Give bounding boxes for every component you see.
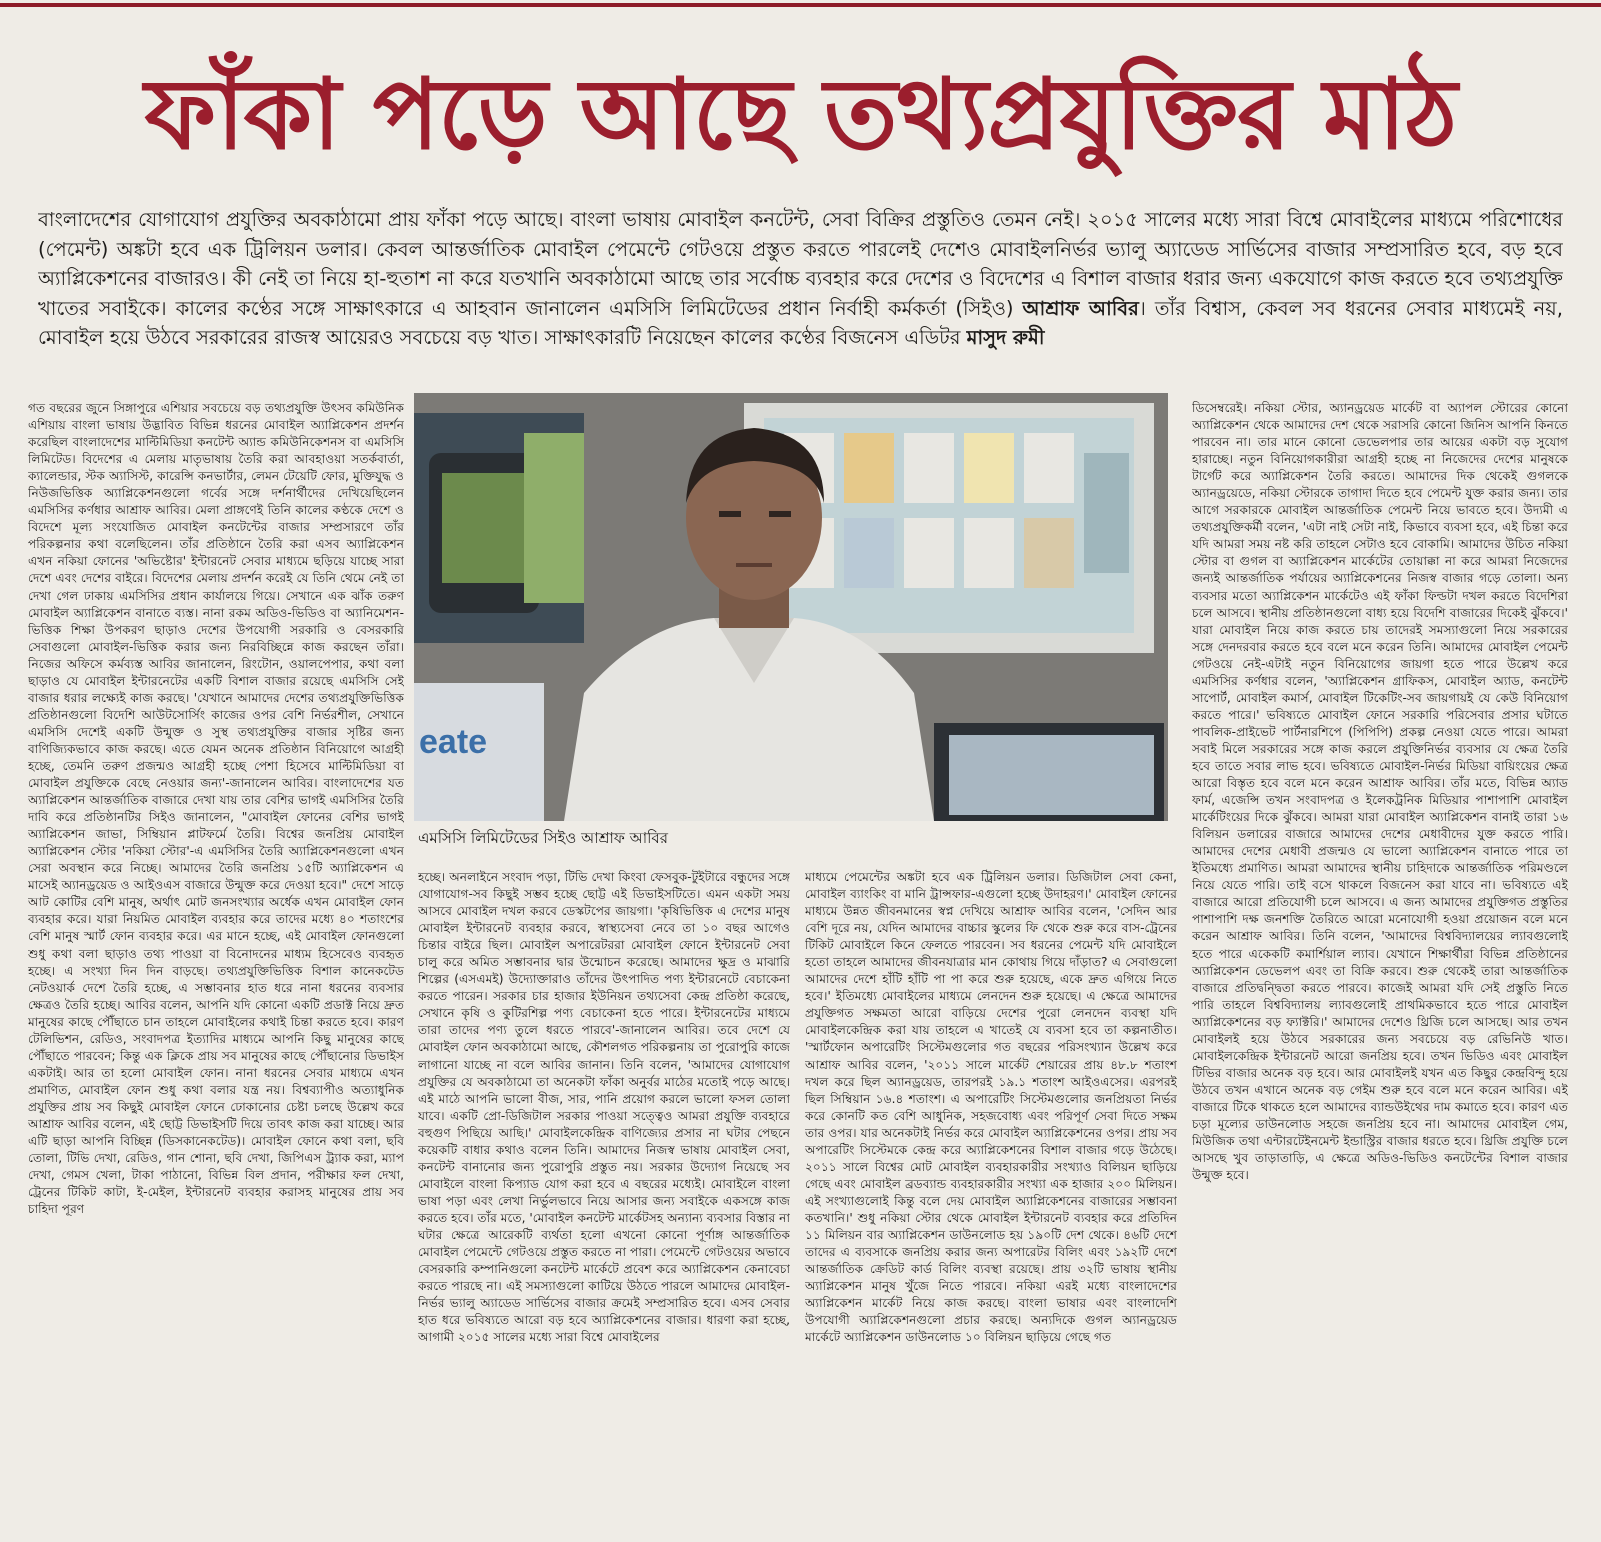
intro-name-a: আশ্রাফ আবির [1022, 296, 1139, 320]
article-column-3 [805, 869, 1177, 1535]
column-3-text: মাধ্যমে পেমেন্টের অঙ্কটা হবে এক ট্রিলিয়ন ডলার। ডিজিটাল সেবা কেনা, মোবাইল ব্যাংকিং বা মানি ট্রান্সফার-এগুলো হচ্ছে উদাহরণ।' মোবাইল ফোনের মাধ্যমে উন্নত জীবনমানের স্বপ্ন দেখিয়ে আশ্রাফ আবির বলেন, 'সেদিন আর বেশি দূরে নয়, যেদিন আমাদের বাচ্চার স্কুলের ফি থেকে শুরু করে বাস-ট্রেনের টিকিট মোবাইলে কিনে ফেলতে পারবেন। সব ধরনের পেমেন্ট যদি মোবাইলে হতো তাহলে আমাদের জীবনযাত্রার মান কোথায় গিয়ে দাঁড়াত? এ সেবাগুলো আমাদের দেশে হাঁটি হাঁটি পা পা করে শুরু হয়েছে, একে দ্রুত এগিয়ে নিতে হবে।' ইতিমধ্যে মোবাইলের মাধ্যমে লেনদেন শুরু হয়েছে। এ ক্ষেত্রে আমাদের প্রযুক্তিগত সক্ষমতা আরো বাড়িয়ে দেশের পুরো লেনদেন ব্যবস্থা যদি মোবাইলকেন্দ্রিক করা যায় তাহলে এ খাতেই যে ব্যবসা হবে তা কল্পনাতীত। 'স্মার্টফোন অপারেটিং সিস্টেমগুলোর গত বছরের পরিসংখ্যান উল্লেখ করে আশ্রাফ আবির বলেন, '২০১১ সালে মার্কেট শেয়ারের প্রায় ৪৮.৮ শতাংশ দখল করে ছিল অ্যানড্রয়েড, তারপরই ১৯.১ শতাংশ আইওএসের। এরপরই ছিল সিম্বিয়ান ১৬.৪ শতাংশ। এ অপারেটিং সিস্টেমগুলোর জনপ্রিয়তা নির্ভর করে কোনটি কত বেশি আধুনিক, সহজবোধ্য এবং পরিপূর্ণ সেবা দিতে সক্ষম তার ওপর। যার অনেকটাই নির্ভর করে মোবাইল অ্যাপ্লিকেশনের ওপর। প্রায় সব অপারেটিং সিস্টেমকে কেন্দ্র করে অ্যাপ্লিকেশনের বিশাল বাজার গড়ে উঠেছে। ২০১১ সালে বিশ্বের মোট মোবাইল ব্যবহারকারীর সংখ্যাও বিলিয়ন ছাড়িয়ে গেছে এবং মোবাইল ব্রডব্যান্ড ব্যবহারকারীর সংখ্যা এক হাজার ২০০ মিলিয়ন। এই সংখ্যাগুলোই কিন্তু বলে দেয় মোবাইল অ্যাপ্লিকেশনের বাজারের সম্ভাবনা কতখানি।' শুধু নকিয়া স্টোর থেকে মোবাইল ইন্টারনেট ব্যবহার করে প্রতিদিন ১১ মিলিয়ন বার অ্যাপ্লিকেশন ডাউনলোড হয় ১৯০টি দেশ থেকে। ৪৬টি দেশে তাদের এ ব্যবসাকে জনপ্রিয় করার জন্য অপারেটর বিলিং এবং ১৯২টি দেশে আন্তর্জাতিক ক্রেডিট কার্ড বিলিং ব্যবস্থা রয়েছে। প্রায় ৩২টি ভাষায় স্থানীয় অ্যাপ্লিকেশন মানুষ খুঁজে নিতে পারবে। নকিয়া এরই মধ্যে বাংলাদেশের অ্যাপ্লিকেশন মার্কেট নিয়ে কাজ করছে। বাংলা ভাষার এবং বাংলাদেশি উপযোগী অ্যাপ্লিকেশনগুলো প্রচার করছে। অন্যদিকে গুগল অ্যানড্রয়েড মার্কেটে অ্যাপ্লিকেশন ডাউনলোড ১০ বিলিয়ন ছাড়িয়ে গেছে গত [805, 870, 1177, 1345]
svg-text:eate: eate [419, 723, 488, 761]
article-headline: ফাঁকা পড়ে আছে তথ্যপ্রযুক্তির মাঠ [144, 58, 1457, 172]
top-rule [0, 3, 1601, 7]
article-column-1 [28, 400, 404, 1535]
intro-name-b: মাসুদ রুমী [966, 326, 1045, 349]
article-column-2 [418, 869, 790, 1535]
article-intro [38, 205, 1563, 385]
photo-caption: এমসিসি লিমিটেডের সিইও আশ্রাফ আবির [418, 829, 668, 847]
column-1-text: গত বছরের জুনে সিঙ্গাপুরে এশিয়ার সবচেয়ে বড় তথ্যপ্রযুক্তি উৎসব কমিউনিক এশিয়ায় বাংলা ভাষায় উদ্ভাবিত বিভিন্ন ধরনের মোবাইল অ্যাপ্লিকেশন প্রদর্শন করেছিল বাংলাদেশের মাল্টিমিডিয়া কনটেন্ট অ্যান্ড কমিউনিকেশনস বা এমসিসি লিমিটেড। বিদেশের এ মেলায় মাতৃভাষায় তৈরি করা আবহাওয়া সতর্কবার্তা, ক্যালেন্ডার, স্টক অ্যাসিস্ট, কারেন্সি কনভার্টার, লেমন টেয়েটি ফোর, মুক্তিযুদ্ধ ও নিউজভিত্তিক অ্যাপ্লিকেশনগুলো গর্বের সঙ্গে দর্শনার্থীদের দেখিয়েছিলেন এমসিসির কর্ণধার আশ্রাফ আবির। মেলা প্রাঙ্গণেই তিনি কালের কণ্ঠকে দেশে ও বিদেশে মূল্য সংযোজিত মোবাইল কনটেন্টের বাজার সম্প্রসারণে তাঁর পরিকল্পনার কথা বলেছিলেন। তাঁর প্রতিষ্ঠানে তৈরি করা এসব অ্যাপ্লিকেশন এখন নকিয়া ফোনের 'অভিষ্টোর' ইন্টারনেট সেবার মাধ্যমে ছড়িয়ে যাচ্ছে সারা দেশে এবং দেশের বাইরে। বিদেশের মেলায় প্রদর্শন করেই যে তিনি থেমে নেই তা দেখা গেল ঢাকায় এমসিসির প্রধান কার্যালয়ে গিয়ে। সেখানে এক ঝাঁক তরুণ মোবাইল অ্যাপ্লিকেশন বানাতে ব্যস্ত। নানা রকম অডিও-ভিডিও বা অ্যানিমেশন-ভিত্তিক শিক্ষা উপকরণ ছাড়াও দেশের উপযোগী সরকারি ও বেসরকারি সেবাগুলো মোবাইল-ভিত্তিক করার জন্য নিরবিচ্ছিন্নে কাজ করছেন তাঁরা। নিজের অফিসে কর্মব্যস্ত আবির জানালেন, রিংটোন, ওয়ালপেপার, কথা বলা ছাড়াও যে মোবাইল ইন্টারনেটের একটি বিশাল বাজার রয়েছে এমসিসি সেই বাজার ধরার লক্ষ্যেই কাজ করছে। 'যেখানে আমাদের দেশের তথ্যপ্রযুক্তিভিত্তিক প্রতিষ্ঠানগুলো বিদেশি আউটসোর্সিং কাজের ওপর বেশি নির্ভরশীল, সেখানে এমসিসি দেশেই একটি উন্মুক্ত ও সুস্থ তথ্যপ্রযুক্তির বাজার সৃষ্টির জন্য বাণিজ্যিকভাবে কাজ করছে। এতে যেমন অনেক প্রতিষ্ঠান বিনিয়োগে আগ্রহী হচ্ছে, তেমনি তরুণ প্রজন্মও আগ্রহী হচ্ছে পেশা হিসেবে মাল্টিমিডিয়া বা মোবাইল প্রযুক্তিকে বেছে নেওয়ার জন্য'-জানালেন আবির। বাংলাদেশের যত অ্যাপ্লিকেশন আন্তর্জাতিক বাজারে দেখা যায় তার বেশির ভাগই এমসিসির তৈরি দাবি করে প্রতিষ্ঠানটির সিইও জানালেন, "মোবাইল ফোনের বেশির ভাগই অ্যাপ্লিকেশন জাভা, সিম্বিয়ান প্লাটফর্মে তৈরি। বিশ্বের জনপ্রিয় মোবাইল অ্যাপ্লিকেশন স্টোর 'নকিয়া স্টোর'-এ এমসিসির তৈরি অ্যাপ্লিকেশনগুলো এখন সেরা অবস্থান করে নিচ্ছে। আমাদের তৈরি জনপ্রিয় ১৫টি অ্যাপ্লিকেশন এ মাসেই অ্যানড্রয়েড ও আইওএস বাজারে উন্মুক্ত করে দেওয়া হবে।" দেশে সাড়ে আট কোটির বেশি মানুষ, অর্থাৎ মোট জনসংখ্যার অর্ধেক এখন মোবাইল ফোন ব্যবহার করে। যারা নিয়মিত মোবাইল ব্যবহার করে তাদের মধ্যে ৪০ শতাংশের বেশি মানুষ স্মার্ট ফোন ব্যবহার করে। এর মানে হচ্ছে, এই মোবাইল ফোনগুলো শুধু কথা বলা ছাড়াও তথ্য পাওয়া বা বিনোদনের মাধ্যম হিসেবেও ব্যবহৃত হচ্ছে। এ সংখ্যা দিন দিন বাড়ছে। তথ্যপ্রযুক্তিভিত্তিক বিশাল কানেকটেড নেটওয়ার্ক দেশে তৈরি হচ্ছে, এ সম্ভাবনার হাত ধরে নানা ধরনের ব্যবসার ক্ষেত্রও তৈরি হচ্ছে। আবির বলেন, আপনি যদি কোনো একটি প্রডাক্ট নিয়ে দ্রুত মানুষের কাছে পৌঁছাতে চান তাহলে মোবাইলের কথাই চিন্তা করতে হবে। কারণ টেলিভিশন, রেডিও, সংবাদপত্র ইত্যাদির মাধ্যমে আপনি কিছু মানুষের কাছে পৌঁছাতে পারবেন; কিন্তু এক ক্লিকে প্রায় সব মানুষের কাছে পৌঁছানোর ডিভাইস একটাই। আর তা হলো মোবাইল ফোন। নানা ধরনের সেবার মাধ্যমে এখন প্রমাণিত, মোবাইল ফোন শুধু কথা বলার যন্ত্র নয়। বিশ্বব্যাপীও অত্যাধুনিক প্রযুক্তির প্রায় সব কিছুই মোবাইল ফোনে ঢোকানোর চেষ্টা চলছে উল্লেখ করে আশ্রাফ আবির বলেন, এই ছোট্ট ডিভাইসটি দিয়ে তাবৎ কাজ করা যাচ্ছে। আর এটি ছাড়া আপনি বিচ্ছিন্ন (ডিসকানেকটেড)। মোবাইল ফোনে কথা বলা, ছবি তোলা, টিভি দেখা, রেডিও, গান শোনা, ছবি দেখা, জিপিএস ট্র্যাক করা, ম্যাপ দেখা, গেমস খেলা, টাকা পাঠানো, বিভিন্ন বিল প্রদান, পরীক্ষার ফল দেখা, ট্রেনের টিকিট কাটা, ই-মেইল, ইন্টারনেট ব্যবহার করাসহ মানুষের প্রায় সব চাহিদা পূরণ [28, 401, 404, 1217]
column-4-text: ডিসেম্বরেই। নকিয়া স্টোর, অ্যানড্রয়েড মার্কেট বা অ্যাপল স্টোরের কোনো অ্যাপ্লিকেশন থেকে আমাদের দেশ থেকে সরাসরি কোনো জিনিস আপনি কিনতে পারবেন না। তার মানে কোনো ডেভেলপার তার আয়ের একটা বড় সুযোগ হারাচ্ছে। নতুন বিনিয়োগকারীরা আগ্রহী হচ্ছে না নিজেদের দেশের মানুষকে টার্গেট করে অ্যাপ্লিকেশন তৈরি করতে। আমাদের দিক থেকেই গুগলকে অ্যানড্রয়েডে, নকিয়া স্টোরকে তাগাদা দিতে হবে পেমেন্ট যুক্ত করার জন্য। তার আগে সরকারকে মোবাইল আন্তর্জাতিক পেমেন্ট নিয়ে ভাবতে হবে। উদ্যমী এ তথ্যপ্রযুক্তিকর্মী বলেন, 'এটা নাই সেটা নাই, কিভাবে ব্যবসা হবে, এই চিন্তা করে যদি আমরা সময় নষ্ট করি তাহলে সেটাও হবে বোকামি। আমাদের উচিত নকিয়া স্টোর বা গুগল বা অ্যাপ্লিকেশন মার্কেটের তোয়াক্কা না করে আমরা নিজেদের জন্যই আন্তর্জাতিক পর্যায়ের অ্যাপ্লিকেশনের নিজস্ব বাজার গড়ে তোলা। অন্য ব্যবসার মতো অ্যাপ্লিকেশন মার্কেটেও এই ফাঁকা ফিল্ডটা দখল করতে বিদেশিরা চলে আসবে। স্থানীয় প্রতিষ্ঠানগুলো বাধ্য হয়ে বিদেশি বাজারের দিকেই ঝুঁকবে।' যারা মোবাইল নিয়ে কাজ করতে চায় তাদেরই সমস্যাগুলো নিয়ে সরকারের সঙ্গে দেনদরবার করতে হবে বলে মনে করেন তিনি। আমাদের মোবাইল পেমেন্ট গেটওয়ে নেই-এটাই নতুন বিনিয়োগের জায়গা হতে পারে উল্লেখ করে এমসিসির কর্ণধার বলেন, 'অ্যাপ্লিকেশন গ্রাফিকস, মোবাইল অ্যাড, কনটেন্ট সাপোর্ট, মোবাইল কমার্স, মোবাইল টিকেটিং-সব জায়গায়ই যে কেউ বিনিয়োগ করতে পারে।' ভবিষ্যতে মোবাইল ফোনে সরকারি পরিসেবার প্রসার ঘটাতে পাবলিক-প্রাইভেট পার্টনারশিপে (পিপিপি) প্রকল্প নেওয়া যেতে পারে। আমরা সবাই মিলে সরকারের সঙ্গে কাজ করলে প্রযুক্তিনির্ভর ব্যবসার যে ক্ষেত্র তৈরি হবে তাতে সবার লাভ হবে। ভবিষ্যতে মোবাইল-নির্ভর মিডিয়া বায়িংয়ের ক্ষেত্র আরো বিস্তৃত হবে বলে মনে করেন আশ্রাফ আবির। তাঁর মতে, বিভিন্ন অ্যাড ফার্ম, এজেন্সি তখন সংবাদপত্র ও ইলেকট্রনিক মিডিয়ার পাশাপাশি মোবাইল মার্কেটিংয়ের দিকে ঝুঁকবে। আমরা যারা মোবাইল অ্যাপ্লিকেশন বানাই তারা ১৬ বিলিয়ন ডলারের বাজারে আমাদের দেশের মেধাবীদের যুক্ত করতে পারি। আমাদের দেশের মেধাবী প্রজন্মও যে ভালো অ্যাপ্লিকেশন বানাতে পারে তা ইতিমধ্যে প্রমাণিত। আমরা আমাদের স্থানীয় চাহিদাকে আন্তর্জাতিক পরিমণ্ডলে নিয়ে যেতে পারি। তাই বসে থাকলে বিজনেস করা যাবে না। ভবিষ্যতে এই বাজারে আরো প্রতিযোগী চলে আসবে। এ জন্য আমাদের প্রযুক্তিগত প্রস্তুতির পাশাপাশি দক্ষ জনশক্তি তৈরিতে আরো মনোযোগী হওয়া প্রয়োজন বলে মনে করেন আশ্রাফ আবির। তিনি বলেন, 'আমাদের বিশ্ববিদ্যালয়ের ল্যাবগুলোই হতে পারে একেকটি কমার্শিয়াল ল্যাব। যেখানে শিক্ষার্থীরা বিভিন্ন প্রতিষ্ঠানের অ্যাপ্লিকেশন ডেভেলপ এবং তা বিক্রি করবে। শুরু থেকেই তারা আন্তর্জাতিক বাজারে প্রতিদ্বন্দ্বিতা করতে পারবে। কাজেই আমরা যদি সেই প্রস্তুতি নিতে পারি তাহলে বিশ্ববিদ্যালয় ল্যাবগুলোই প্রাথমিকভাবে হতে পারে মোবাইল অ্যাপ্লিকেশনের বড় ফ্যাক্টরি।' আমাদের দেশেও থ্রিজি চলে আসছে। আর তখন মোবাইলই হয়ে উঠবে সরকারের জন্য সবচেয়ে বড় রেভিনিউ খাত। মোবাইলকেন্দ্রিক ইন্টারনেট আরো জনপ্রিয় হবে। তখন ভিডিও এবং মোবাইল টিভির বাজার অনেক বড় হবে। আর মোবাইলই যখন এত কিছুর কেন্দ্রবিন্দু হয়ে উঠবে তখন এখানে অনেক বড় গেইম শুরু হবে বলে মনে করেন আবির। এই বাজারে টিকে থাকতে হলে আমাদের ব্যান্ডউইথের দাম কমাতে হবে। কারণ এত চড়া মূল্যের ডাউনলোড সহজে জনপ্রিয় হবে না। আমাদের মোবাইল গেম, মিউজিক তথা এন্টারটেইনমেন্ট ইন্ডাস্ট্রির বাজার ধরতে হবে। থ্রিজি প্রযুক্তি চলে আসছে খুব তাড়াতাড়ি, এ ক্ষেত্রে অডিও-ভিডিও কনটেন্টের বিশাল বাজার উন্মুক্ত হবে। [1192, 401, 1568, 1183]
intro-text-a: বাংলাদেশের যোগাযোগ প্রযুক্তির অবকাঠামো প্রায় ফাঁকা পড়ে আছে। বাংলা ভাষায় মোবাইল কনটেন্ট, সেবা বিক্রির প্রস্তুতিও তেমন নেই। ২০১৫ সালের মধ্যে সারা বিশ্বে মোবাইলের মাধ্যমে পরিশোধের (পেমেন্ট) অঙ্কটা হবে এক ট্রিলিয়ন ডলার। কেবল আন্তর্জাতিক মোবাইল পেমেন্টে গেটওয়ে প্রস্তুত করতে পারলেই দেশেও মোবাইলনির্ভর ভ্যালু অ্যাডেড সার্ভিসের বাজার সম্প্রসারিত হবে, বড় হবে অ্যাপ্লিকেশনের বাজারও। কী নেই তা নিয়ে হা-হুতাশ না করে যতখানি অবকাঠামো আছে তার সর্বোচ্চ ব্যবহার করে দেশের ও বিদেশের এ বিশাল বাজার ধরার জন্য একযোগে কাজ করতে হবে তথ্যপ্রযুক্তি খাতের সবাইকে। কালের কণ্ঠের সঙ্গে সাক্ষাৎকারে এ আহবান জানালেন এমসিসি লিমিটেডের প্রধান নির্বাহী কর্মকর্তা (সিইও) [38, 208, 1563, 320]
intro-text-b: । তাঁর বিশ্বাস, কেবল সব ধরনের সেবার মাধ্যমেই নয়, মোবাইল হয়ে উঠবে সরকারের রাজস্ব আয়েরও সবচেয়ে বড় খাত। সাক্ষাৎকারটি নিয়েছেন কালের কণ্ঠের বিজনেস এডিটর [38, 296, 1563, 349]
article-column-4 [1192, 400, 1568, 1535]
ceo-photo-illustration [414, 393, 1168, 821]
column-2-text: হচ্ছে। অনলাইনে সংবাদ পড়া, টিভি দেখা কিংবা ফেসবুক-টুইটারে বন্ধুদের সঙ্গে যোগাযোগ-সব কিছুই সম্ভব হচ্ছে ছোট্ট এই ডিভাইসটিতে। এমন একটা সময় আসবে মোবাইল দখল করবে ডেস্কটপের জায়গা। 'কৃষিভিত্তিক এ দেশের মানুষ মোবাইল ইন্টারনেট ব্যবহার করবে, স্বাস্থ্যসেবা নেবে তা ১০ বছর আগেও চিন্তার বাইরে ছিল। মোবাইল অপারেটররা মোবাইল ফোনে ইন্টারনেট সেবা চালু করে অমিত সম্ভাবনার দ্বার উন্মোচন করেছে। আমাদের ক্ষুদ্র ও মাঝারি শিল্পের (এসএমই) উদ্যোক্তারাও তাঁদের উৎপাদিত পণ্য ইন্টারনেটে বেচাকেনা করতে পারেন। সরকার চার হাজার ইউনিয়ন তথ্যসেবা কেন্দ্র প্রতিষ্ঠা করেছে, সেখানে কৃষি ও কুটিরশিল্প পণ্য বেচাকেনা হতে পারে। ইন্টারনেটের মাধ্যমে তারা তাদের পণ্য তুলে ধরতে পারবে'-জানালেন আবির। তবে দেশে যে মোবাইল ফোন অবকাঠামো আছে, কৌশলগত পরিকল্পনায় তা পুরোপুরি কাজে লাগানো যাচ্ছে না বলে আবির জানান। তিনি বলেন, 'আমাদের যোগাযোগ প্রযুক্তির যে অবকাঠামো তা অনেকটা ফাঁকা অনুর্বর মাঠের মতোই পড়ে আছে। এই মাঠে আপনি ভালো বীজ, সার, পানি প্রয়োগ করলে ভালো ফসল তোলা যাবে। একটি প্রো-ডিজিটাল সরকার পাওয়া সত্ত্বেও আমরা প্রযুক্তি ব্যবহারে বহুগুণ পিছিয়ে আছি।' মোবাইলকেন্দ্রিক বাণিজ্যের প্রসার না ঘটার পেছনে কয়েকটি বাধার কথাও বলেন তিনি। আমাদের নিজস্ব ভাষায় মোবাইল সেবা, কনটেন্ট বানানোর জন্য পুরোপুরি প্রস্তুত নয়। সরকার উদ্যোগ নিয়েছে সব মোবাইলে বাংলা কিপ্যাড যোগ করা হবে এ বছরের মধ্যেই। মোবাইলে বাংলা ভাষা পড়া এবং লেখা নির্ভুলভাবে নিয়ে আসার জন্য সবাইকে একসঙ্গে কাজ করতে হবে। তাঁর মতে, 'মোবাইল কনটেন্ট মার্কেটসহ অন্যান্য ব্যবসার বিস্তার না ঘটার ক্ষেত্রে আরেকটি ব্যর্থতা হলো এখনো কোনো পূর্ণাঙ্গ আন্তর্জাতিক মোবাইল পেমেন্টে গেটওয়ে প্রস্তুত করতে না পারা। পেমেন্টে গেটওয়ের অভাবে বেসরকারি কম্পানিগুলো কনটেন্ট মার্কেটে প্রবেশ করে অ্যাপ্লিকেশন কেনাবেচা করতে পারছে না। এই সমস্যাগুলো কাটিয়ে উঠতে পারলে আমাদের মোবাইল-নির্ভর ভ্যালু অ্যাডেড সার্ভিসের বাজার ক্রমেই সম্প্রসারিত হবে। এসব সেবার হাত ধরে ভবিষ্যতে আরো বড় হবে অ্যাপ্লিকেশনের বাজার। ধারণা করা হচ্ছে, আগামী ২০১৫ সালের মধ্যে সারা বিশ্বে মোবাইলের [418, 870, 790, 1345]
ceo-photo [414, 393, 1168, 821]
